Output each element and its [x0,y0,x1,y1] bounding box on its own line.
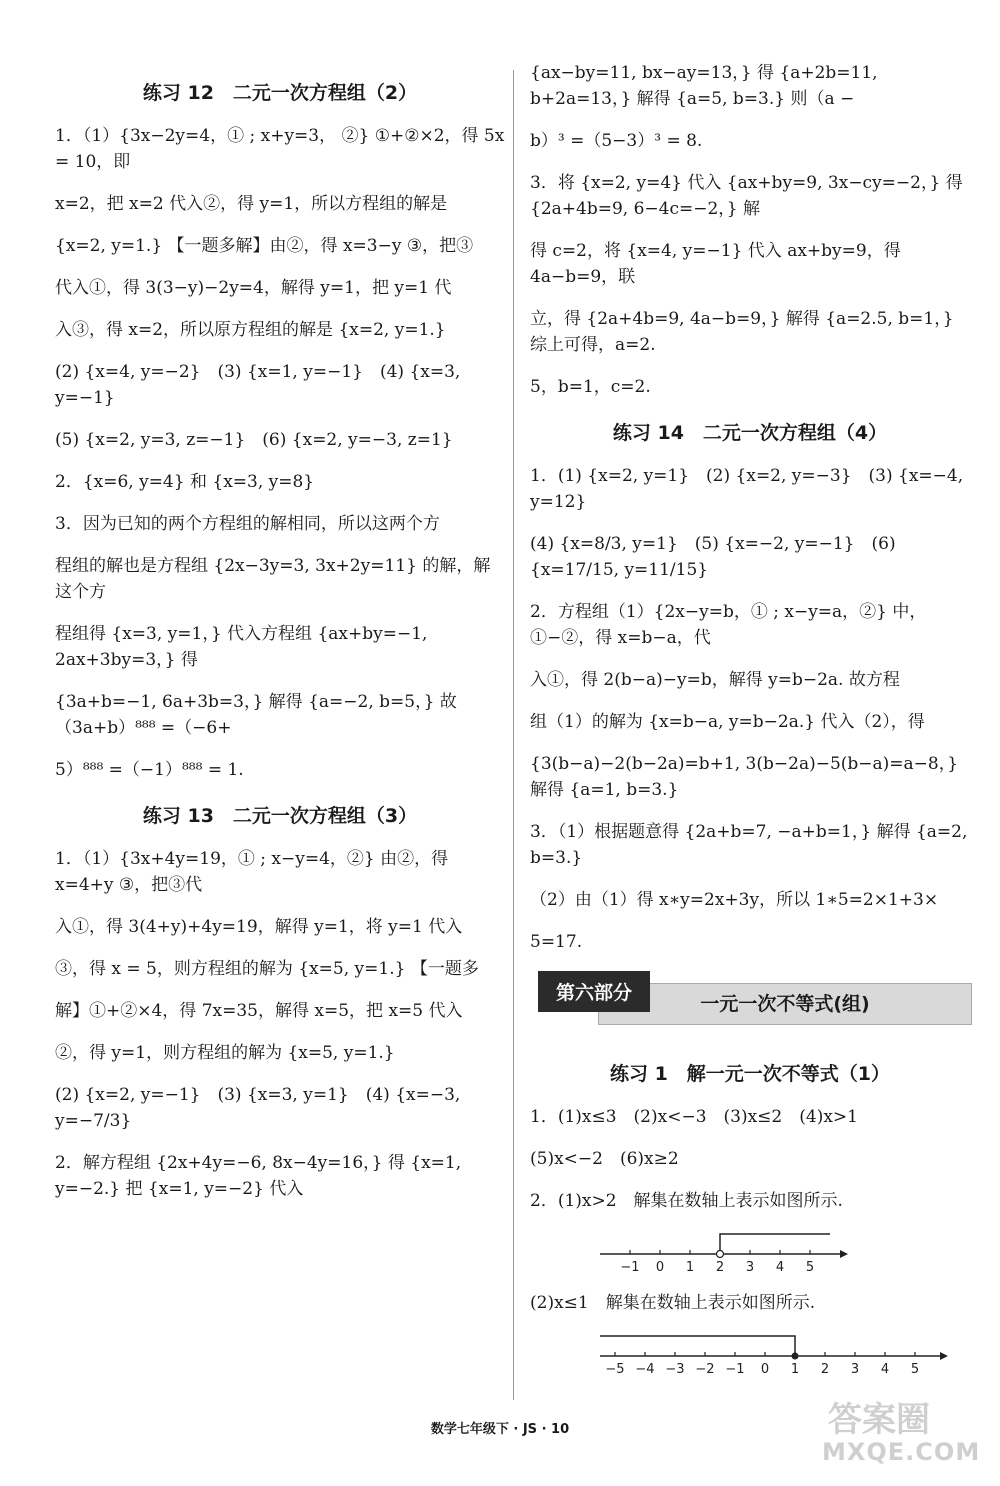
exercise-1-body [530,1104,970,1376]
axis-tick-label: −1 [725,1362,745,1376]
axis-tick-label: 1 [685,1260,695,1274]
answer-line: 1．（1）{3x+4y=19，① ; x−y=4，②} 由②，得 x=4+y ③，把③代 [55,849,449,895]
axis-tick-label: −4 [635,1362,655,1376]
answer-line: (4) {x=8/3, y=1} (5) {x=−2, y=−1} (6) {x=17/15, y=11/15} [530,534,896,580]
number-line-x-le-1 [600,1332,950,1376]
answer-line: 代入①，得 3(3−y)−2y=4，解得 y=1，把 y=1 代 [55,278,452,298]
axis-tick-label: 0 [760,1362,770,1376]
axis-tick-label: 0 [655,1260,665,1274]
axis-tick-label: −1 [620,1260,640,1274]
answer-line: 5=17. [530,932,583,952]
answer-line: 入①，得 3(4+y)+4y=19，解得 y=1，将 y=1 代入 [55,917,463,937]
answer-line: {ax−by=11, bx−ay=13，} 得 {a+2b=11, b+2a=13，} 解得 {a=5, b=3.} 则（a − [530,63,878,109]
answer-line: {x=2, y=1.} 【一题多解】由②，得 x=3−y ③，把③ [55,236,474,256]
axis-tick-label: 2 [820,1362,830,1376]
answer-line: 程组的解也是方程组 {2x−3y=3, 3x+2y=11} 的解，解这个方 [55,556,491,602]
answer-line: 5，b=1，c=2. [530,377,651,397]
answer-line: (5) {x=2, y=3, z=−1} (6) {x=2, y=−3, z=1} [55,430,453,450]
exercise-12-body [55,123,505,783]
answer-line: 2．(1)x>2 解集在数轴上表示如图所示. [530,1191,843,1211]
answer-line: ②，得 y=1，则方程组的解为 {x=5, y=1.} [55,1043,395,1063]
left-column [55,60,505,1218]
axis-tick-label: −3 [665,1362,685,1376]
column-divider [513,70,514,1400]
axis-tick-label: 3 [850,1362,860,1376]
answer-line: （2）由（1）得 x∗y=2x+3y，所以 1∗5=2×1+3× [530,890,939,910]
exercise-14-body [530,463,970,955]
answer-line: 2．{x=6, y=4} 和 {x=3, y=8} [55,472,315,492]
part-title: 一元一次不等式(组) [598,983,972,1025]
answer-line: 2．方程组（1）{2x−y=b，① ; x−y=a，②} 中，①−②，得 x=b−a，代 [530,602,927,648]
answer-line: 得 c=2，将 {x=4, y=−1} 代入 ax+by=9，得 4a−b=9，联 [530,241,901,287]
answer-line: 3．将 {x=2, y=4} 代入 {ax+by=9, 3x−cy=−2，} 得 {2a+4b=9, 6−4c=−2，} 解 [530,173,963,219]
answer-line: 3．（1）根据题意得 {2a+b=7, −a+b=1，} 解得 {a=2, b=3.} [530,822,968,868]
section-title-exercise-13: 练习 13 二元一次方程组（3） [142,805,418,827]
answer-line: ③，得 x = 5，则方程组的解为 {x=5, y=1.} 【一题多 [55,959,479,979]
axis-tick-label: 5 [910,1362,920,1376]
number-line-x-gt-2 [600,1230,850,1274]
right-column [530,60,970,1376]
answer-line: b）³ =（5−3）³ = 8. [530,131,703,151]
watermark-url: MXQE.COM [822,1438,981,1466]
answer-line: {3a+b=−1, 6a+3b=3，} 解得 {a=−2, b=5，} 故（3a+b）⁸⁸⁸ =（−6+ [55,692,457,738]
exercise-13-body [55,846,505,1202]
answer-line: x=2，把 x=2 代入②，得 y=1，所以方程组的解是 [55,194,448,214]
axis-tick-label: −2 [695,1362,715,1376]
answer-line: (2)x≤1 解集在数轴上表示如图所示. [530,1293,816,1313]
axis-tick-label: 4 [880,1362,890,1376]
answer-line: 组（1）的解为 {x=b−a, y=b−2a.} 代入（2），得 [530,712,925,732]
axis-tick-label: 5 [805,1260,815,1274]
exercise-13-continued [530,60,970,400]
answer-line: 3．因为已知的两个方程组的解相同，所以这两个方 [55,514,440,534]
answer-line: 2．解方程组 {2x+4y=−6, 8x−4y=16，} 得 {x=1, y=−2.} 把 {x=1, y=−2} 代入 [55,1153,462,1199]
axis-tick-label: 2 [715,1260,725,1274]
answer-line: 程组得 {x=3, y=1，} 代入方程组 {ax+by=−1, 2ax+3by=3，} 得 [55,624,428,670]
axis-tick-label: 4 [775,1260,785,1274]
axis-tick-label: 3 [745,1260,755,1274]
axis-tick-label: −5 [605,1362,625,1376]
section-title-exercise-12: 练习 12 二元一次方程组（2） [142,82,418,104]
answer-line: 解】①+②×4，得 7x=35，解得 x=5，把 x=5 代入 [55,1001,463,1021]
part-label: 第六部分 [538,971,650,1012]
section-title-exercise-14: 练习 14 二元一次方程组（4） [612,422,888,444]
answer-line: 立，得 {2a+4b=9, 4a−b=9，} 解得 {a=2.5, b=1，} 综上可得，a=2. [530,309,954,355]
watermark-logo [808,1392,988,1472]
answer-line: (5)x<−2 (6)x≥2 [530,1149,679,1169]
answer-line: 5）⁸⁸⁸ =（−1）⁸⁸⁸ = 1. [55,760,244,780]
page-footer: 数学七年级下 · JS · 10 [430,1422,570,1437]
watermark-text: 答案圈 [828,1400,930,1440]
answer-line: 1．（1）{3x−2y=4，① ; x+y=3， ②} ①+②×2，得 5x = 10，即 [55,126,505,172]
answer-line: (2) {x=4, y=−2} (3) {x=1, y=−1} (4) {x=3, y=−1} [55,362,461,408]
axis-tick-label: 1 [790,1362,800,1376]
answer-line: (2) {x=2, y=−1} (3) {x=3, y=1} (4) {x=−3, y=−7/3} [55,1085,461,1131]
section-title-exercise-1: 练习 1 解一元一次不等式（1） [609,1063,891,1085]
answer-line: 入③，得 x=2，所以原方程组的解是 {x=2, y=1.} [55,320,446,340]
part-six-banner [530,971,970,1031]
answer-line: 入①，得 2(b−a)−y=b，解得 y=b−2a. 故方程 [530,670,900,690]
answer-line: 1．(1)x≤3 (2)x<−3 (3)x≤2 (4)x>1 [530,1107,858,1127]
answer-line: 1．(1) {x=2, y=1} (2) {x=2, y=−3} (3) {x=−4, y=12} [530,466,964,512]
answer-line: {3(b−a)−2(b−2a)=b+1, 3(b−2a)−5(b−a)=a−8，} 解得 {a=1, b=3.} [530,754,959,800]
